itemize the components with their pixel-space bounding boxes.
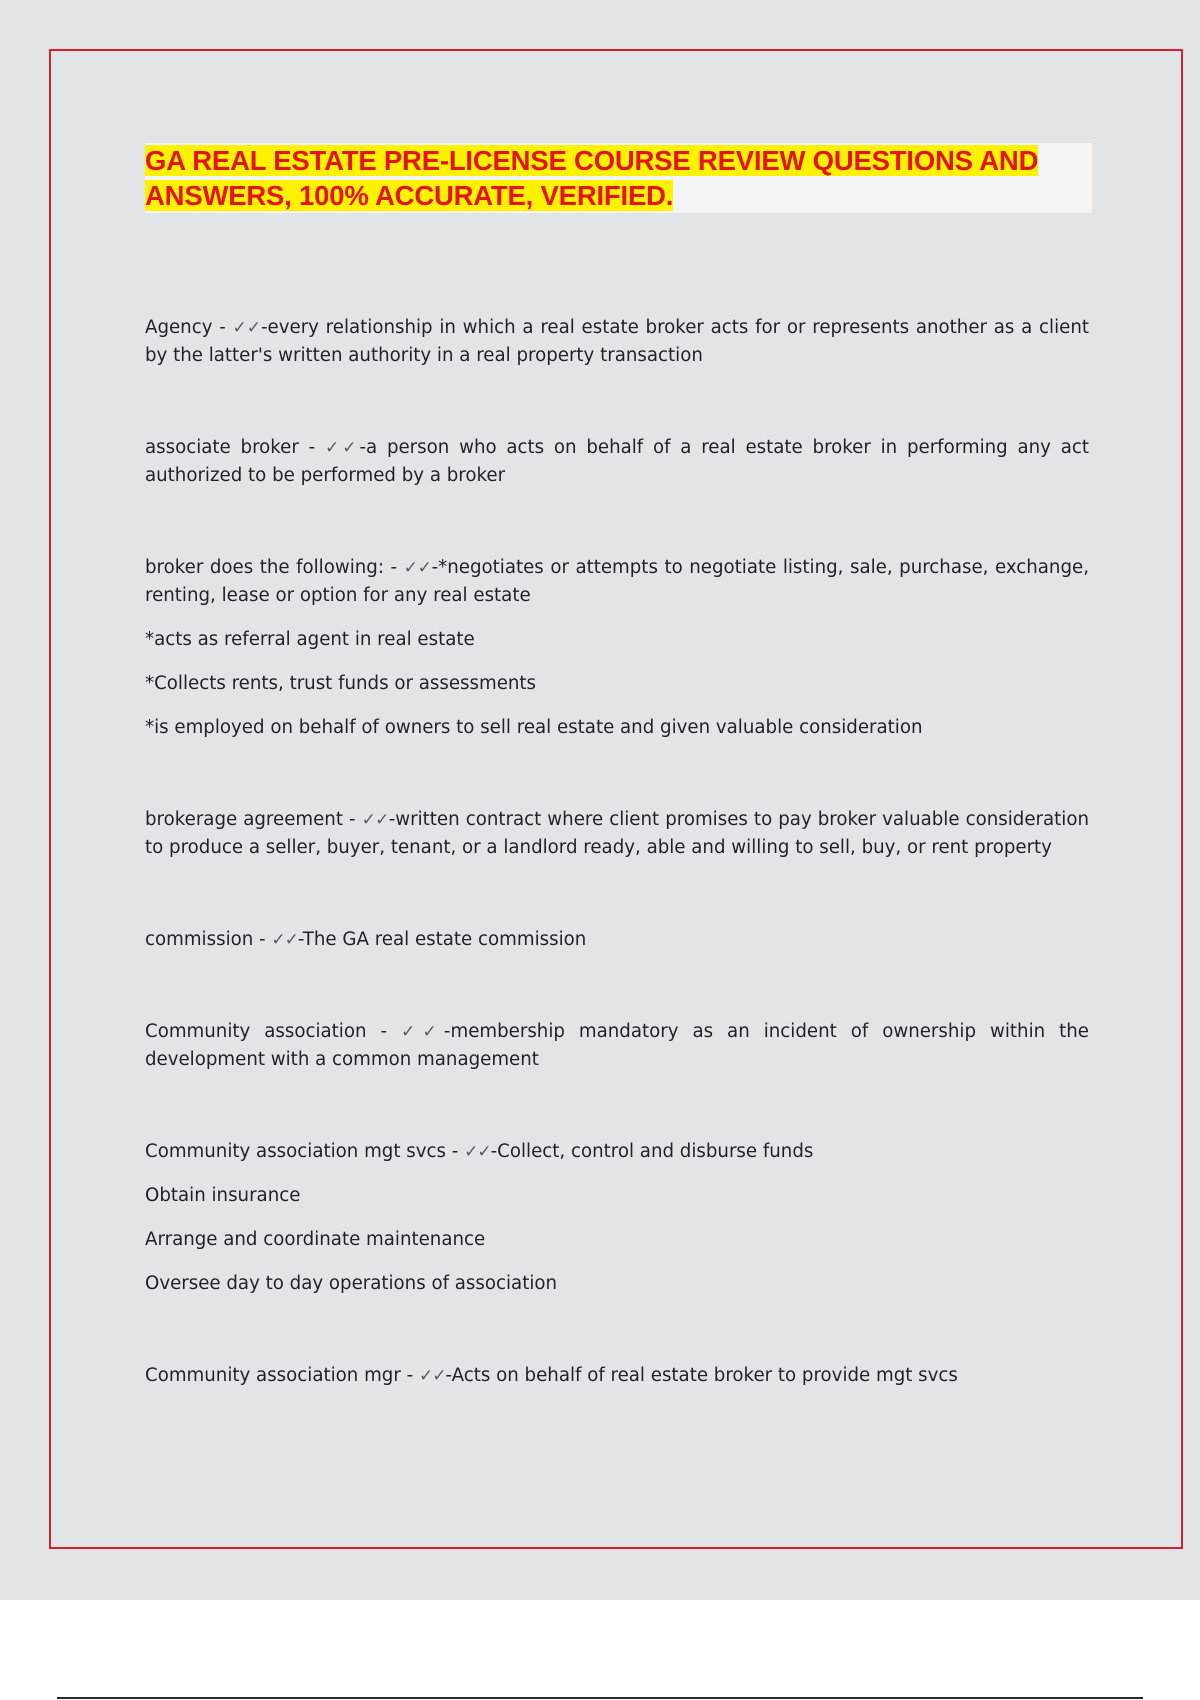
footer-divider <box>57 1697 1143 1699</box>
entry-term: Community association mgr - <box>145 1365 419 1386</box>
entry-definition: -The GA real estate commission <box>297 929 587 950</box>
document-title: GA REAL ESTATE PRE-LICENSE COURSE REVIEW QUESTIONS AND ANSWERS, 100% ACCURATE, VERIFIED. <box>145 145 1039 211</box>
entry-extra-line: *acts as referral agent in real estate <box>145 629 475 650</box>
qa-entry <box>145 1362 1089 1390</box>
double-check-icon: ✓✓ <box>464 1142 491 1162</box>
entry-definition: -*negotiates or attempts to negotiate listing, sale, purchase, exchange, renting, lease or option for any real estate <box>145 557 1089 606</box>
entry-extra-line: Oversee day to day operations of association <box>145 1273 558 1294</box>
double-check-icon: ✓✓ <box>401 1022 444 1042</box>
entry-term: Community association - <box>145 1021 402 1042</box>
entry-text <box>145 314 1089 370</box>
qa-entry <box>145 926 1089 954</box>
entry-extra-line: *Collects rents, trust funds or assessments <box>145 673 537 694</box>
qa-entry <box>145 1018 1089 1074</box>
entry-term: brokerage agreement - <box>145 809 362 830</box>
title-block <box>145 143 1092 213</box>
qa-entries <box>145 314 1089 1390</box>
entry-extra-line: Obtain insurance <box>145 1185 301 1206</box>
entry-text <box>145 434 1089 490</box>
entry-extra-line: Arrange and coordinate maintenance <box>145 1229 486 1250</box>
double-check-icon: ✓✓ <box>403 558 432 578</box>
entry-definition: -every relationship in which a real estate broker acts for or represents another as a client by the latter's written authority in a real property transaction <box>145 317 1089 366</box>
entry-text <box>145 554 1089 610</box>
entry-definition: -membership mandatory as an incident of ownership within the development with a common management <box>145 1021 1089 1070</box>
entry-text <box>145 806 1089 862</box>
entry-definition: -a person who acts on behalf of a real estate broker in performing any act authorized to be performed by a broker <box>145 437 1089 486</box>
qa-entry <box>145 314 1089 370</box>
entry-definition: -Acts on behalf of real estate broker to provide mgt svcs <box>445 1365 958 1386</box>
double-check-icon: ✓✓ <box>232 318 261 338</box>
entry-term: associate broker - <box>145 437 325 458</box>
entry-text <box>145 1362 1089 1390</box>
entry-definition: -written contract where client promises to pay broker valuable consideration to produce a seller, buyer, tenant, or a landlord ready, able and willing to sell, buy, or rent property <box>145 809 1089 858</box>
entry-term: Community association mgt svcs - <box>145 1141 465 1162</box>
qa-entry <box>145 1138 1089 1298</box>
double-check-icon: ✓✓ <box>324 438 360 458</box>
entry-definition: -Collect, control and disburse funds <box>490 1141 814 1162</box>
entry-term: broker does the following: - <box>145 557 404 578</box>
entry-text <box>145 1018 1089 1074</box>
document-content <box>145 143 1089 1454</box>
double-check-icon: ✓✓ <box>271 930 298 950</box>
qa-entry <box>145 554 1089 742</box>
entry-term: Agency - <box>145 317 233 338</box>
entry-extra-line: *is employed on behalf of owners to sell real estate and given valuable consideration <box>145 717 923 738</box>
double-check-icon: ✓✓ <box>361 810 389 830</box>
entry-term: commission - <box>145 929 272 950</box>
entry-text <box>145 1138 1089 1166</box>
qa-entry <box>145 434 1089 490</box>
qa-entry <box>145 806 1089 862</box>
double-check-icon: ✓✓ <box>418 1366 446 1386</box>
entry-text <box>145 926 1089 954</box>
